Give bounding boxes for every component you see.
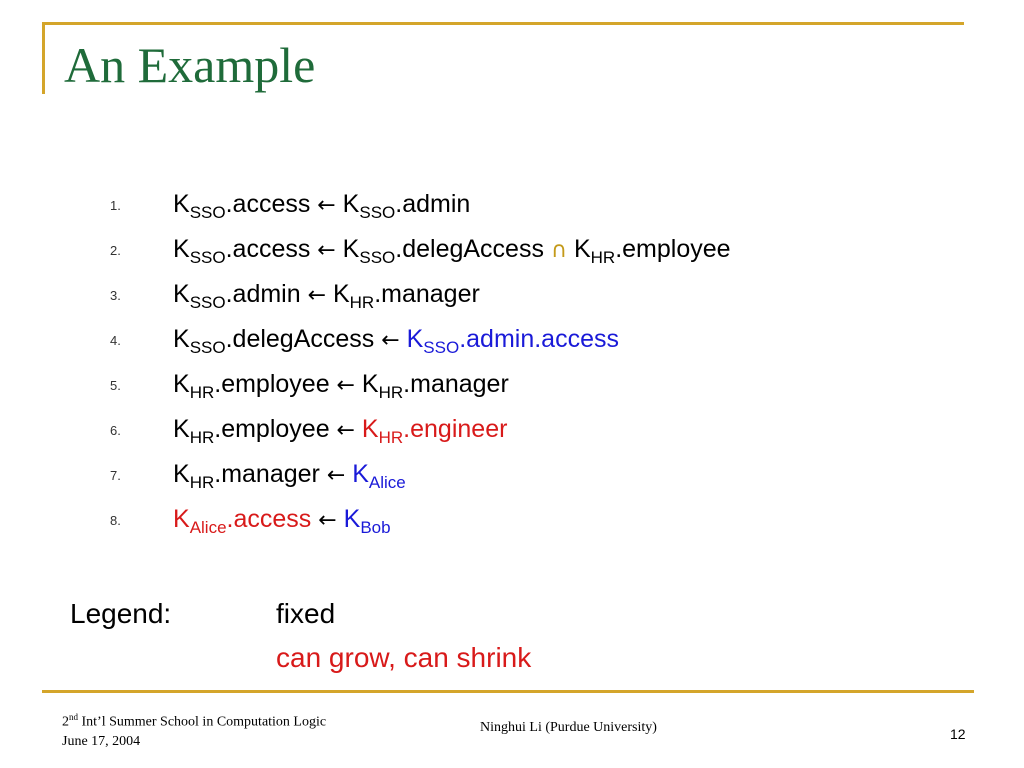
rule-fragment: K <box>173 235 190 263</box>
rule-fragment: K <box>345 460 369 488</box>
slide-title: An Example <box>64 37 316 93</box>
rule-fragment: K <box>173 325 190 353</box>
rule-fragment: K <box>567 235 591 263</box>
rule-fragment: K <box>173 415 190 443</box>
page-number: 12 <box>950 726 966 742</box>
rule-number: 3. <box>110 288 121 303</box>
rule-text <box>173 274 480 317</box>
rule-number: 5. <box>110 378 121 393</box>
legend-label: Legend: <box>70 598 172 629</box>
footer-conference <box>62 708 326 751</box>
rule-fragment: .manager <box>403 370 509 398</box>
rule-number: 4. <box>110 333 121 348</box>
rule-subscript: HR <box>189 473 215 492</box>
rule-fragment: K <box>336 505 361 533</box>
left-arrow-symbol: ← <box>336 418 355 443</box>
rule-text <box>173 229 731 272</box>
rule-fragment: K <box>173 280 190 308</box>
rule-fragment: K <box>173 505 190 533</box>
rule-number: 1. <box>110 198 121 213</box>
rule-fragment: .admin.access <box>459 325 619 353</box>
left-arrow-symbol: ← <box>326 463 346 488</box>
rule-text <box>173 319 619 362</box>
footer-school-ordinal-suffix: nd <box>69 712 78 722</box>
rule-subscript: SSO <box>423 338 460 357</box>
rule-subscript: HR <box>349 293 375 312</box>
rule-subscript: Bob <box>360 518 391 537</box>
rule-text <box>173 454 406 497</box>
left-arrow-symbol: ← <box>317 238 336 263</box>
rule-fragment: K <box>399 325 424 353</box>
legend-fixed: fixed <box>276 598 336 629</box>
rule-fragment: K <box>326 280 350 308</box>
rule-fragment: K <box>354 415 379 443</box>
rule-number: 7. <box>110 468 121 483</box>
left-arrow-symbol: ← <box>317 193 336 218</box>
rule-fragment: .manager <box>214 460 327 488</box>
rule-fragment: .access <box>225 235 318 263</box>
rule-fragment: K <box>173 460 190 488</box>
footer-school-name: Int’l Summer School in Computation Logic <box>78 714 327 730</box>
left-arrow-symbol: ← <box>381 328 400 353</box>
rule-fragment: .employee <box>214 370 337 398</box>
intersection-symbol: ∩ <box>550 238 568 263</box>
rule-subscript: SSO <box>359 248 396 267</box>
footer-school-ordinal: 2 <box>62 714 69 730</box>
rule-number: 2. <box>110 243 121 258</box>
rule-subscript: SSO <box>189 293 226 312</box>
rule-subscript: Alice <box>368 473 406 492</box>
rule-fragment: K <box>335 190 360 218</box>
footer-author: Ninghui Li (Purdue University) <box>480 720 657 735</box>
rule-fragment: K <box>335 235 360 263</box>
rule-subscript: SSO <box>359 203 396 222</box>
rule-fragment: K <box>173 370 190 398</box>
rule-number: 6. <box>110 423 121 438</box>
rule-text <box>173 364 509 407</box>
rule-subscript: HR <box>189 428 215 447</box>
rule-text <box>173 409 507 452</box>
frame-top-rule <box>42 22 964 25</box>
footer-rule <box>42 690 974 693</box>
rule-text <box>173 184 470 227</box>
rule-fragment: .delegAccess <box>225 325 382 353</box>
rule-fragment: K <box>354 370 379 398</box>
rule-fragment: .access <box>226 505 319 533</box>
footer-date: June 17, 2004 <box>62 733 141 749</box>
left-arrow-symbol: ← <box>307 283 327 308</box>
rule-fragment: .admin <box>395 190 471 218</box>
rule-fragment: K <box>173 190 190 218</box>
rule-subscript: SSO <box>189 203 226 222</box>
rule-fragment: .access <box>225 190 318 218</box>
rule-subscript: HR <box>590 248 616 267</box>
rule-number: 8. <box>110 513 121 528</box>
rule-subscript: SSO <box>189 248 226 267</box>
left-arrow-symbol: ← <box>336 373 355 398</box>
rule-subscript: HR <box>189 383 215 402</box>
rule-subscript: SSO <box>189 338 226 357</box>
rule-subscript: HR <box>378 383 404 402</box>
left-arrow-symbol: ← <box>318 508 337 533</box>
rule-fragment: .employee <box>214 415 337 443</box>
rule-fragment: .employee <box>615 235 731 263</box>
footer-school <box>62 708 326 732</box>
rule-text <box>173 499 391 542</box>
rule-fragment: .manager <box>374 280 480 308</box>
rule-fragment: .engineer <box>403 415 508 443</box>
rule-subscript: Alice <box>189 518 227 537</box>
frame-left-rule <box>42 22 45 94</box>
rule-fragment: .admin <box>225 280 308 308</box>
legend-can-grow: can grow, can shrink <box>276 642 532 673</box>
rule-subscript: HR <box>378 428 404 447</box>
rule-fragment: .delegAccess <box>395 235 551 263</box>
